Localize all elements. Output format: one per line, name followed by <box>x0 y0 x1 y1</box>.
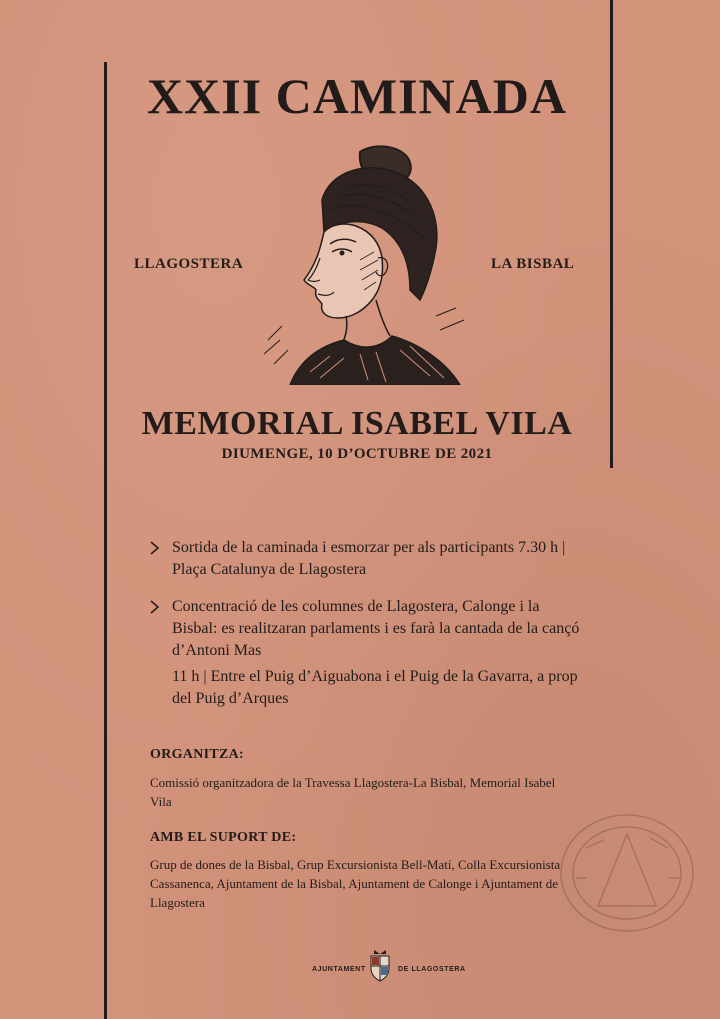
memorial-title: MEMORIAL ISABEL VILA <box>141 405 573 442</box>
right-vertical-rule <box>610 0 613 468</box>
town-left-label: LLAGOSTERA <box>134 256 244 272</box>
event-date: DIUMENGE, 10 D’OCTUBRE DE 2021 <box>221 446 493 462</box>
program-item-1-text: Sortida de la caminada i esmorzar per als participants 7.30 h | Plaça Catalunya de Llagostera <box>172 539 566 578</box>
isabel-vila-portrait <box>260 140 470 385</box>
coat-of-arms-icon <box>368 948 392 982</box>
organiza-heading: ORGANITZA: <box>150 747 245 762</box>
footer-logo <box>300 946 480 986</box>
program-item-2-text: Concentració de les columnes de Llagostera, Calonge i la Bisbal: es realitzaran parlaments i es farà la cantada de la cançó d’Antoni Mas <box>172 598 580 659</box>
support-text: Grup de dones de la Bisbal, Grup Excursionista Bell-Matí, Colla Excursionista Cassanenca, Ajuntament de la Bisbal, Ajuntament de Calonge i Ajuntament de Llagostera <box>150 857 561 910</box>
town-right-label: LA BISBAL <box>491 256 575 272</box>
footer-right-text: DE LLAGOSTERA <box>398 966 466 973</box>
program-item-2 <box>148 596 588 662</box>
footer-left-text: AJUNTAMENT <box>312 966 366 973</box>
chevron-right-icon <box>148 596 162 618</box>
support-heading: AMB EL SUPORT DE: <box>150 830 297 845</box>
organiza-text: Comissió organitzadora de la Travessa Llagostera-La Bisbal, Memorial Isabel Vila <box>150 775 556 809</box>
left-vertical-rule <box>104 62 107 1019</box>
faded-stamp-seal <box>556 808 698 938</box>
chevron-right-icon <box>148 537 162 559</box>
program-item-2-detail: 11 h | Entre el Puig d’Aiguabona i el Puig de la Gavarra, a prop del Puig d’Arques <box>172 668 578 707</box>
program-item-1 <box>148 537 588 581</box>
event-title: XXII CAMINADA <box>147 68 567 124</box>
